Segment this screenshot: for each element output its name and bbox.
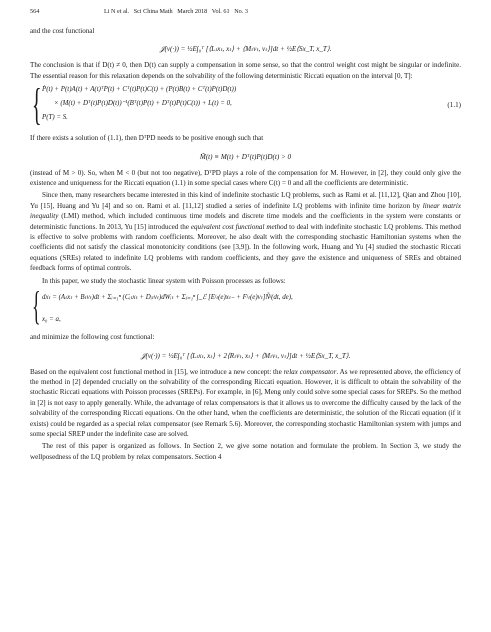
relax-text-b: . As we represented above, the efficiency of the method in [2] depended crucially on the solvability of the corresponding Riccati equation. However, it is difficult to obtain the solvability of the stochastic Riccati equations with Poisson processes (SREPs). For example, in [6], Meng only could solve some special cases for SREPs. So the method in [2] is not easy to apply generally. While, the advantage of relax compensators is that it allows us to overcome the difficulty caused by the lack of the solvability of the corresponding Riccati equations. On the other hand, when the coefficients are deterministic, the solution of the Riccati equation (if it exists) could be regarded as a special relax compensator (see Remark 5.6). Moreover, the corresponding stochastic Hamiltonian system with jumps and some special SREP under the indefinite case are solved. (30, 367, 462, 438)
paragraph-organization: The rest of this paper is organized as follows. In Section 2, we give some notation and formulate the problem. In Section 3, we study the wellposedness of the LQ problem by relax compensators. Section 4 (30, 442, 461, 461)
left-brace: { (32, 80, 42, 130)
cost-functional-equation-2: 𝒥(v(·)) = ½E∫₀ᵀ [⟨Lₜxₜ, xₜ⟩ + 2⟨Rₜvₜ, xₜ⟩ + ⟨Mₜvₜ, vₜ⟩]dt + ½E⟨Sx_T, x_T⟩. (140, 351, 351, 360)
riccati-line-2: × (M(t) + Dᵀ(t)P(t)D(t))⁻¹(Bᵀ(t)P(t) + Dᵀ(t)P(t)C(t)) + L(t) = 0, (54, 100, 232, 108)
literature-text-a: Since then, many researchers became interested in this kind of indefinite stochastic LQ problems, such as Rami et al. [11,12], Qian and Zhou [10], Yu [15], Huang and Yu [4] and so on. Rami et al. [11,12] studied a series of indefinite LQ problems with infinite time horizon by (30, 191, 461, 210)
positivity-condition-equation: M̃(t) ≡ M(t) + Dᵀ(t)P(t)D(t) > 0 (199, 152, 292, 161)
running-header (30, 8, 461, 20)
riccati-equation-system (30, 80, 461, 130)
paragraph-relax-compensator (30, 367, 461, 440)
literature-text-b: (LMI) method, which included continuous time models and discrete time models and the coefficients in the system were constants or deterministic functions. In 2013, Yu [15] introduced the (30, 212, 461, 231)
left-brace: { (32, 283, 41, 329)
paragraph-literature (30, 190, 461, 273)
body-text (30, 26, 461, 464)
relax-term: relax compensator (283, 367, 337, 376)
sde-system (30, 283, 461, 329)
riccati-line-3: P(T) = S. (42, 114, 68, 122)
cost-functional-equation: 𝒥(v(·)) = ½E∫₀ᵀ [⟨Lₜxₜ, xₜ⟩ + ⟨Mₜvₜ, vₜ⟩]dt + ½E⟨Sx_T, x_T⟩. (159, 45, 332, 54)
paragraph-solution: If there exists a solution of (1.1), then DᵀPD needs to be positive enough such that (30, 134, 264, 143)
paragraph-system-intro: In this paper, we study the stochastic linear system with Poisson processes as follows: (42, 276, 286, 285)
paragraph-compensation: (instead of M > 0). So, when M < 0 (but not too negative), DᵀPD plays a role of the compensation for M. However, in [2], they could only give the existence and uniqueness for the Riccati equation (1.1) in some special cases where C(t) = 0 and all the coefficients are deterministic. (30, 168, 461, 188)
riccati-line-1: Ṗ(t) + P(t)A(t) + A(t)ᵀP(t) + Cᵀ(t)P(t)C(t) + (P(t)B(t) + Cᵀ(t)P(t)D(t)) (42, 86, 237, 94)
paragraph-conclusion: The conclusion is that if D(t) ≠ 0, then D(t) can supply a compensation in some sense, so that the control weight cost might be singular or indefinite. The essential reason for this relaxation depends on the solvability of the following deterministic Riccati equation on the interval [0, T]: (30, 61, 461, 80)
paragraph-minimize: and minimize the following cost functional: (30, 333, 155, 342)
sde-line-1: dxₜ = (Aₜxₜ + Bₜvₜ)dt + Σᵢ₌₁ⁿ (Cᵢₜxₜ + Dᵢₜvₜ)dWᵢₜ + Σⱼ₌₁ⁿ ∫_ℰ [Eʲₜ(e)xₜ₋ + Fʲₜ(e)vₜ]Ñʲ(dt, de), (42, 294, 293, 302)
literature-term-lmi: linear matrix inequality (30, 201, 461, 221)
running-head: Li N et al. Sci China Math March 2018 Vol. 61 No. 3 (104, 8, 248, 15)
sde-line-2: x₀ = a, (42, 316, 61, 324)
page-number: 564 (30, 8, 40, 15)
literature-term-ecf: equivalent cost functional method (190, 222, 288, 231)
paragraph-intro: and the cost functional (30, 27, 95, 35)
relax-text-a: Based on the equivalent cost functional method in [15], we introduce a new concept: the (30, 367, 284, 376)
literature-text-c: to deal with indefinite stochastic LQ problems. This method is effective to solve problems with random coefficients. Moreover, he also dealt with the corresponding stochastic Hamiltonian systems when the coefficients did not satisfy the classical monotonicity conditions (see [3,9]). In the following work, Huang and Yu [4] studied the stochastic Riccati equations (SREs) related to indefinite LQ problems with random coefficients, and they gave the existence and uniqueness of SREs and obtained feedback forms of optimal controls. (30, 222, 461, 273)
equation-number: (1.1) (447, 101, 461, 110)
